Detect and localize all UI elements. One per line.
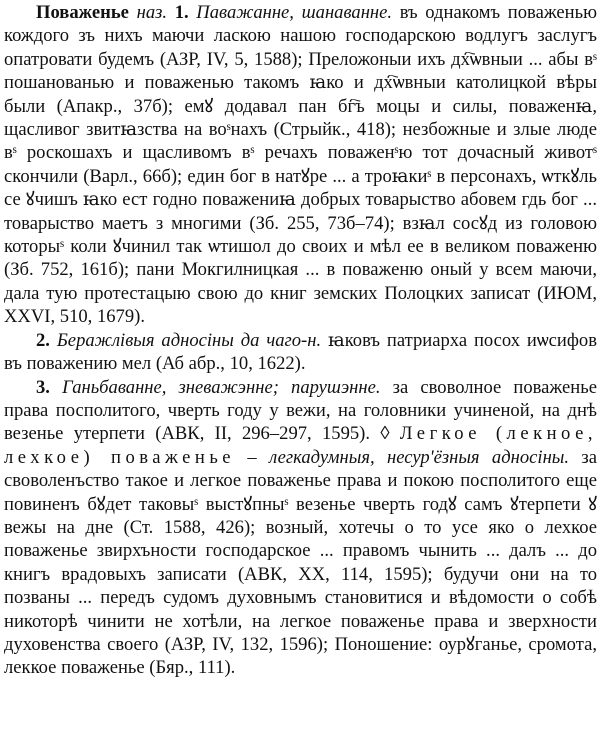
sense-1-gloss: Паважанне, шанаванне. <box>196 2 393 23</box>
sense-1-paragraph <box>4 1 597 329</box>
sense-2-gloss: Беражлівыя адносіны да чаго-н. <box>56 329 322 351</box>
sense-3-citations-a: за своволное поваженье права посполитого, чверть году у вежи, на головники учиненой, на днѣ везенье утерпети (АВК, II, 296–297, 1595). <box>4 376 597 445</box>
sense-3-paragraph <box>4 376 597 680</box>
sense-1-number: 1. <box>174 2 189 23</box>
part-of-speech: наз. <box>136 2 168 23</box>
sense-3-citations-b: за своволенъство такое и легкое поваженье права и покою посполитого еще повиненъ бꙋдет таковыˢ выстꙋпныˢ везенье чверть годꙋ самъ ꙋтерпети ꙋ вежы на дне (Ст. 1588, 426); возный, хотечы о то усе яко о лехкое поваженье звирхъности господарское ... правомъ чынить ... далъ ... до книгъ врадовыхъ записати (АВК, XX, 114, 1595); будучи они на то позваны ... передъ судомъ духовнымъ становитися и вѣдомости о собѣ никоторѣ чинити не хотѣли, на легкое поваженье права и зверхности духовенства своего (АЗР, IV, 132, 1596); Поношение: оурꙋганье, сромота, леккое поваженье (Бяр., 111). <box>4 446 597 679</box>
phrase-marker: ◊ <box>380 423 390 445</box>
dictionary-entry <box>4 1 597 680</box>
headword: Поваженье <box>36 2 129 23</box>
sense-3-gloss: Ганьбаванне, зневажэнне; парушэнне. <box>62 376 381 398</box>
sense-3-number: 3. <box>36 376 50 398</box>
sense-2-number: 2. <box>36 329 50 351</box>
phrase-dash: – <box>235 446 270 468</box>
sense-1-citations: въ однакомъ поваженью кождого зъ нихъ маючи ласкою нашою господарскою водлугъ заслугъ опатровати будемъ (АЗР, IV, 5, 1588); Преложоныи ихъ дх҇ѡвныи ... абы вˢ пошанованью и поваженью такомъ ꙗко и дх҇ѡвныи католицкой вѣры были (Апакр., 37б); емꙋ додавал пан бг҇ъ моцы и силы, поваженꙗ, щасливог звитꙗзства на воˢнахъ (Стрыйк., 418); незбожные и злые люде вˢ роскошахъ и щасливомъ вˢ речахъ поваженˢю тот дочасный животˢ скончили (Варл., 66б); един бог в натꙋре ... а троꙗкиˢ в персонахъ, ѡткꙋль се ꙋчишъ ꙗко ест годно поважениꙗ добрых товарыство абовем гдь бог ... товарыство маетъ з многими (Зб. 255, 73б–74); взꙗл сосꙋд из головою которыˢ коли ꙋчинил так ѡтишол до своих и мѣл ее в великом поваженю (Зб. 752, 161б); пани Мокгилницкая ... в поваженю оный у всем маючи, дала тую протестацыю свою до книг земских Полоцких записат (ИЮМ, XXVI, 510, 1679). <box>4 2 597 328</box>
sense-2-citations: ꙗковъ патриарха посох иѡсифов въ поважению мел (Аб абр., 10, 1622). <box>4 329 597 375</box>
phrase: Легкое (лекное, лехкое) поваженье <box>4 423 597 468</box>
phrase-gloss: легкадумныя, несур'ёзныя адносіны. <box>269 446 570 468</box>
sense-2-paragraph <box>4 329 597 376</box>
